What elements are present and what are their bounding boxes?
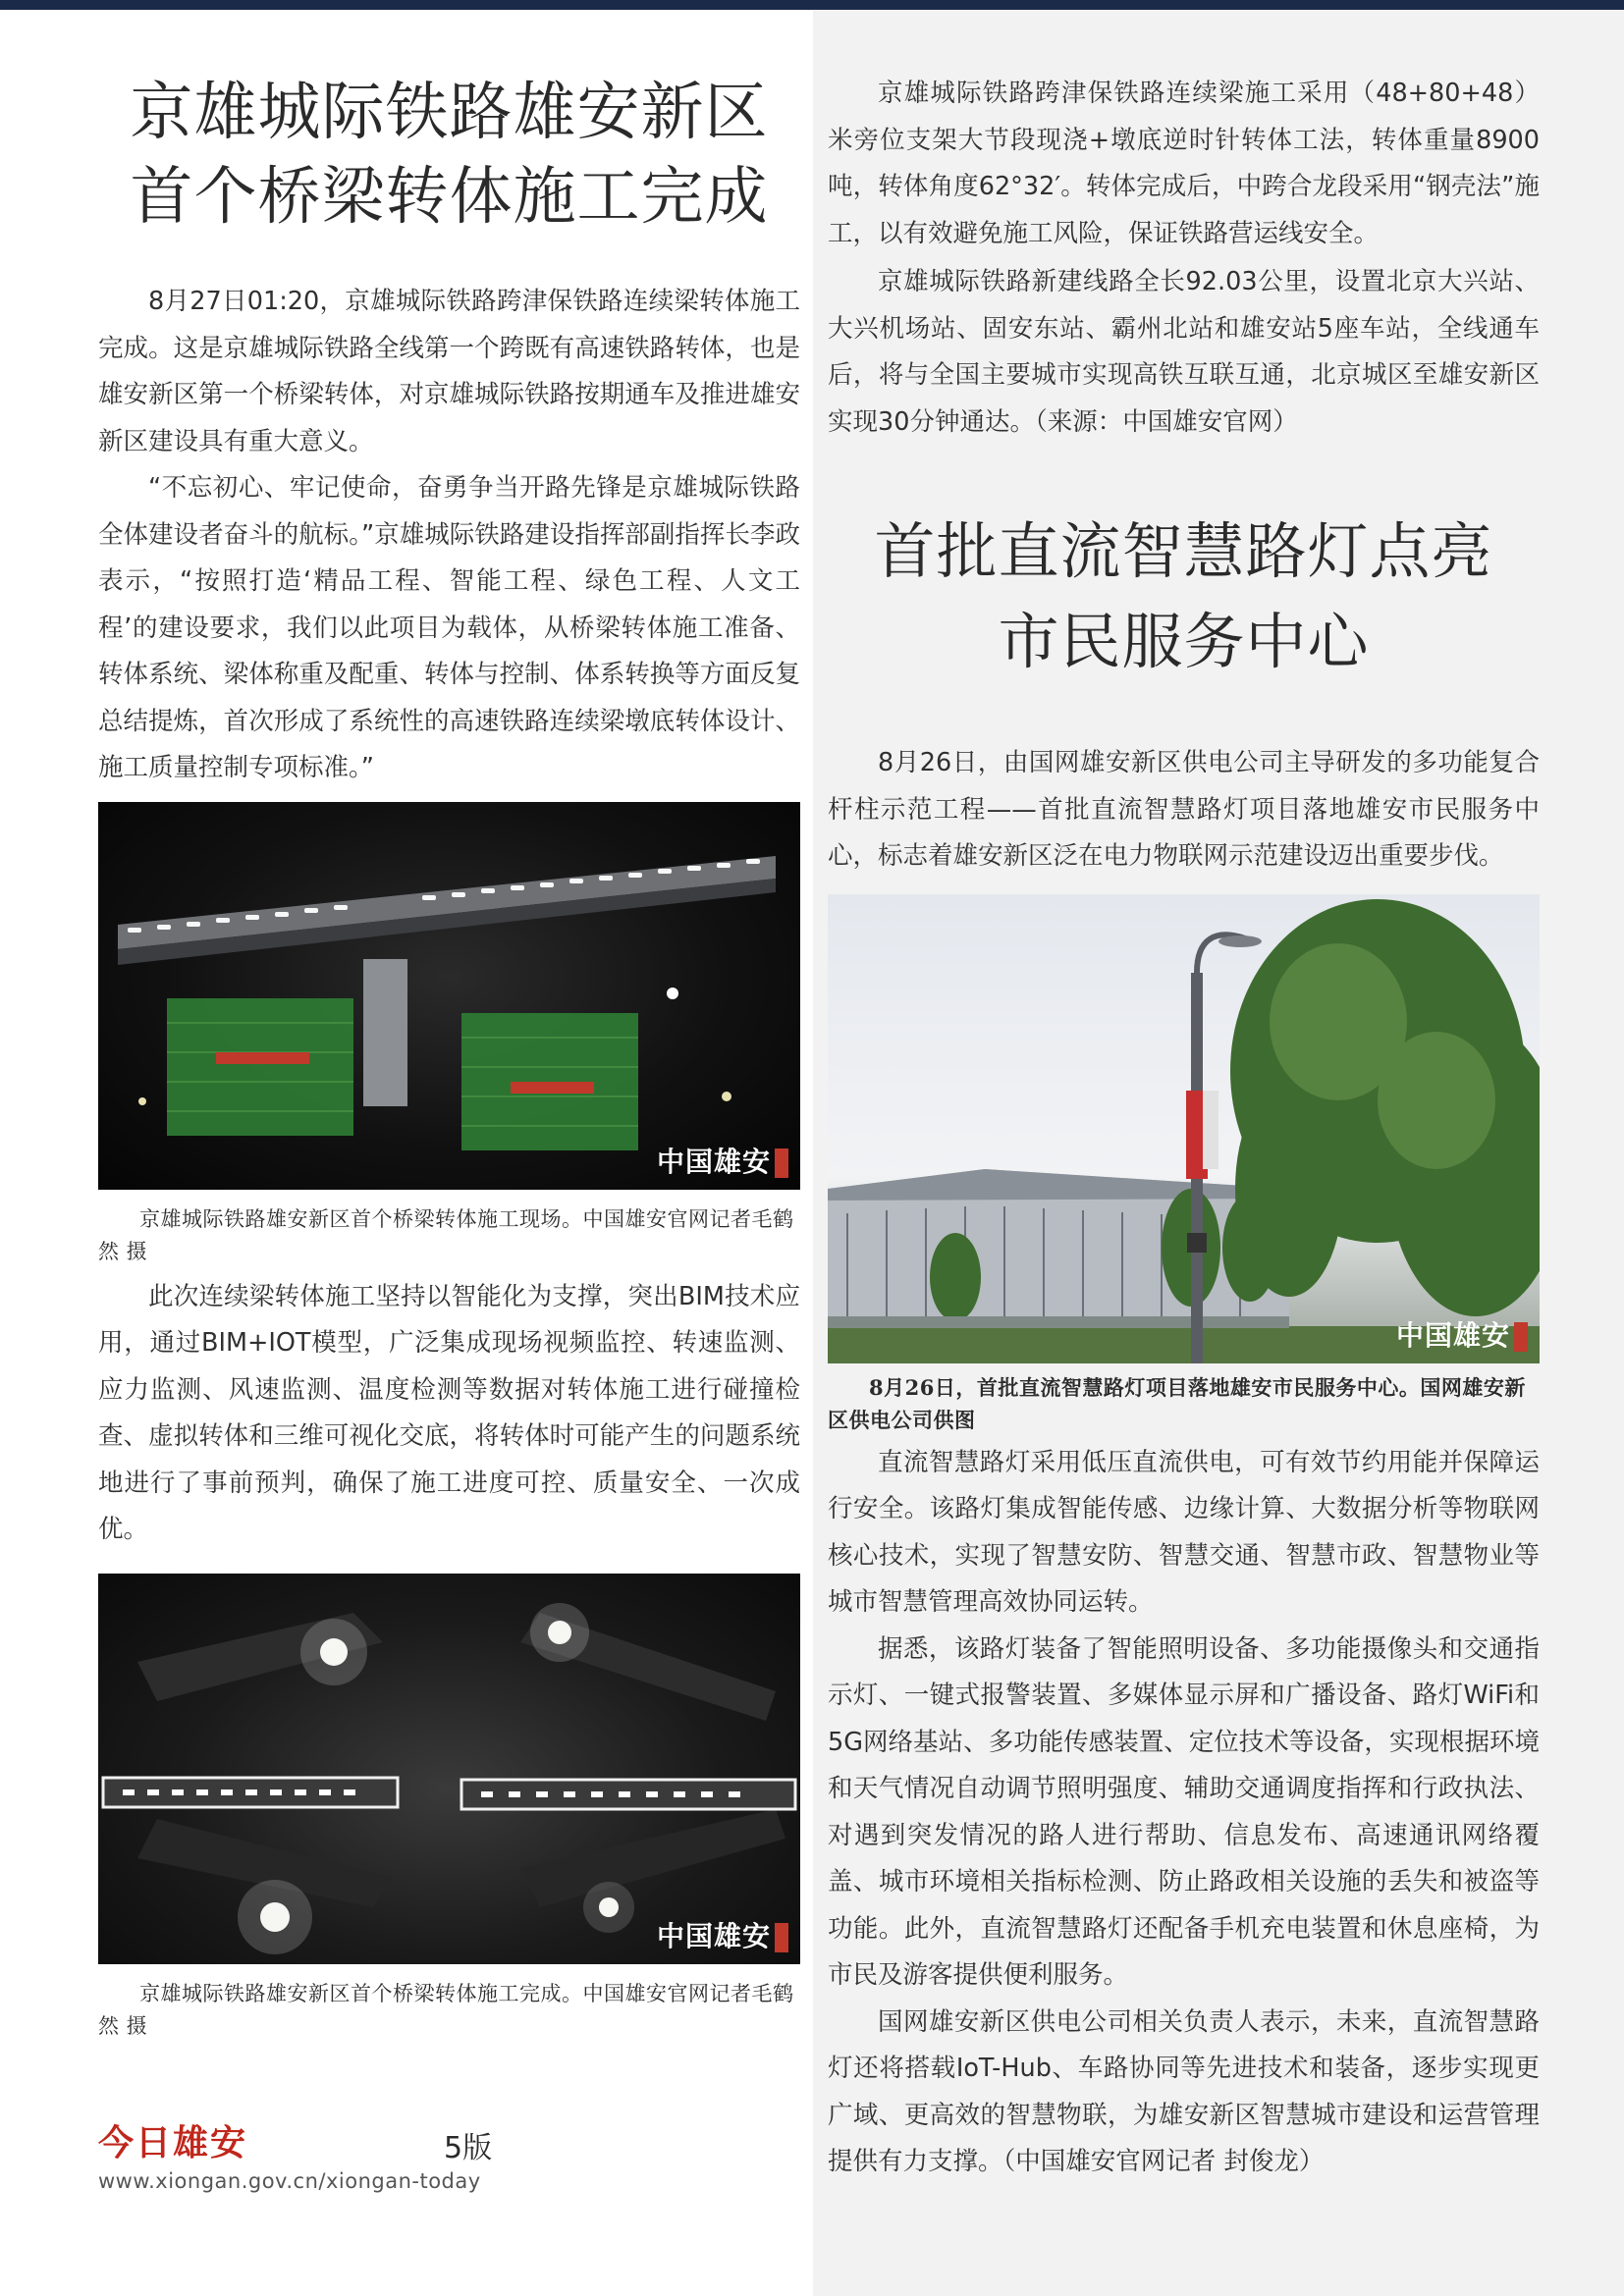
paragraph: 京雄城际铁路跨津保铁路连续梁施工采用（48+80+48）米旁位支架大节段现浇+墩底逆时针转体工法，转体重量8900吨，转体角度62°32′。转体完成后，中跨合龙段采用“钢壳法”施工，以有效避免施工风险，保证铁路营运线安全。 xyxy=(828,79,1540,248)
smart-streetlight-photo xyxy=(828,894,1540,1363)
article-railway-title xyxy=(98,10,800,240)
article-railway xyxy=(98,10,800,2043)
paragraph: 8月26日，由国网雄安新区供电公司主导研发的多功能复合杆柱示范工程——首批直流智慧路灯项目落地雄安市民服务中心，标志着雄安新区泛在电力物联网示范建设迈出重要步伐。 xyxy=(828,748,1540,871)
paragraph: 据悉，该路灯装备了智能照明设备、多功能摄像头和交通指示灯、一键式报警装置、多媒体显示屏和广播设备、路灯WiFi和5G网络基站、多功能传感装置、定位技术等设备，实现根据环境和天气情况自动调节照明强度、辅助交通调度指挥和行政执法、对遇到突发情况的路人进行帮助、信息发布、高速通讯网络覆盖、城市环境相关指标检测、防止路政相关设施的丢失和被盗等功能。此外，直流智慧路灯还配备手机充电装置和休息座椅，为市民及游客提供便利服务。 xyxy=(828,1633,1540,1990)
page-number: 5版 xyxy=(444,2131,493,2165)
paragraph: 京雄城际铁路新建线路全长92.03公里，设置北京大兴站、大兴机场站、固安东站、霸州北站和雄安站5座车站，全线通车后，将与全国主要城市实现高铁互联互通，北京城区至雄安新区实现30分钟通达。（来源：中国雄安官网） xyxy=(828,267,1540,437)
page-footer xyxy=(98,2115,511,2193)
watermark-logo: 中国雄安 xyxy=(1396,1314,1528,1354)
footer-url[interactable]: www.xiongan.gov.cn/xiongan-today xyxy=(98,2169,481,2193)
title-line: 京雄城际铁路雄安新区 xyxy=(130,77,769,149)
paragraph: 此次连续梁转体施工坚持以智能化为支撑，突出BIM技术应用，通过BIM+IOT模型，广泛集成现场视频监控、转速监测、应力监测、风速监测、温度检测等数据对转体施工进行碰撞检查、虚拟转体和三维可视化交底，将转体时可能产生的问题系统地进行了事前预判，确保了施工进度可控、质量安全、一次成优。 xyxy=(98,1281,800,1544)
paragraph: “不忘初心、牢记使命，奋勇争当开路先锋是京雄城际铁路全体建设者奋斗的航标。”京雄城际铁路建设指挥部副指挥长李政表示，“按照打造‘精品工程、智能工程、绿色工程、人文工程’的建设要求，我们以此项目为载体，从桥梁转体施工准备、转体系统、梁体称重及配重、转体与控制、体系转换等方面反复总结提炼，首次形成了系统性的高速铁路连续梁墩底转体设计、施工质量控制专项标准。” xyxy=(98,473,800,782)
article-streetlight-title xyxy=(828,507,1540,687)
title-line: 首个桥梁转体施工完成 xyxy=(130,161,769,234)
photo-caption: 8月26日，首批直流智慧路灯项目落地雄安市民服务中心。国网雄安新区供电公司供图 xyxy=(828,1374,1526,1432)
photo-caption: 京雄城际铁路雄安新区首个桥梁转体施工现场。中国雄安官网记者毛鹤然 摄 xyxy=(98,1206,794,1263)
article-streetlight xyxy=(828,10,1540,2186)
paragraph: 国网雄安新区供电公司相关负责人表示，未来，直流智慧路灯还将搭载IoT-Hub、车路协同等先进技术和装备，逐步实现更广域、更高效的智慧物联，为雄安新区智慧城市建设和运营管理提供有力支撑。（中国雄安官网记者 封俊龙） xyxy=(828,2006,1540,2176)
paragraph: 直流智慧路灯采用低压直流供电，可有效节约用能并保障运行安全。该路灯集成智能传感、边缘计算、大数据分析等物联网核心技术，实现了智慧安防、智慧交通、智慧市政、智慧物业等城市智慧管理高效协同运转。 xyxy=(828,1447,1540,1617)
title-line: 市民服务中心 xyxy=(998,606,1370,677)
watermark-logo: 中国雄安 xyxy=(657,1141,788,1180)
paragraph: 8月27日01:20，京雄城际铁路跨津保铁路连续梁转体施工完成。这是京雄城际铁路全线第一个跨既有高速铁路转体，也是雄安新区第一个桥梁转体，对京雄城际铁路按期通车及推进雄安新区建设具有重大意义。 xyxy=(98,287,800,456)
watermark-logo: 中国雄安 xyxy=(657,1915,788,1954)
newspaper-logo: 今日雄安 xyxy=(98,2122,248,2163)
top-accent-bar xyxy=(0,0,1624,10)
bridge-construction-night-photo xyxy=(98,802,800,1190)
title-line: 首批直流智慧路灯点亮 xyxy=(874,515,1493,587)
photo-caption: 京雄城际铁路雄安新区首个桥梁转体施工完成。中国雄安官网记者毛鹤然 摄 xyxy=(98,1981,794,2038)
bridge-aerial-night-photo xyxy=(98,1574,800,1964)
